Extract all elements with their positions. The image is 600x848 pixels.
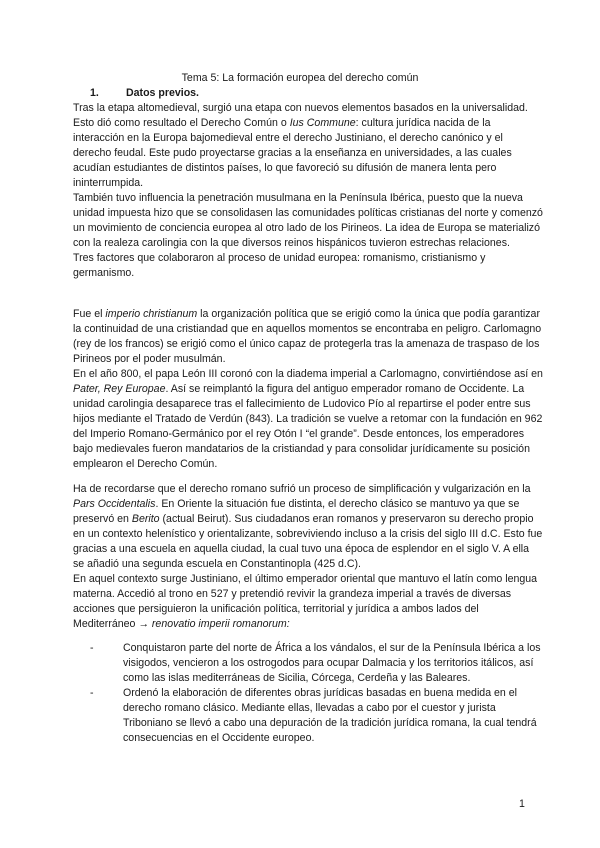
paragraph-2: También tuvo influencia la penetración musulmana en la Península Ibérica, puesto que la nueva unidad impuesta hizo que se consolidasen las comunidades políticas cristianas del norte y comenzó un movimiento de conciencia europea al otro lado de los Pirineos. La idea de Europa se materializó con la realeza carolingia con la que diversos reinos hispánicos tuvieron estrechas relaciones. (73, 192, 543, 249)
list-item (73, 686, 543, 746)
section-heading (90, 86, 199, 101)
p6-italic-berito: Berito (131, 513, 160, 525)
bullet-dash: - (90, 687, 94, 699)
list-item (73, 641, 543, 686)
p1-text-c: : cultura jurídica nacida de la interacción en la Europa bajomedieval entre el derecho Justiniano, el derecho canónico y el derecho feudal. Este pudo proyectarse gracias a la enseñanza en universidades, a las cuales acudían estudiantes de distintos países, lo que favoreció su difusión de manera lenta pero ininterrumpida. (73, 117, 512, 189)
p6-text-a: Ha de recordarse que el derecho romano sufrió un proceso de simplificación y vulgarización en la (73, 483, 531, 495)
document-title: Tema 5: La formación europea del derecho común (181, 72, 419, 84)
list-item-text: Conquistaron parte del norte de África a los vándalos, el sur de la Península Ibérica a los visigodos, vencieron a los ostrogodos para ocupar Dalmacia y los territorios itálicos, así como las islas mediterráneas de Sicilia, Córcega, Cerdeña y las Baleares. (123, 642, 541, 684)
p5-italic-pater: Pater, Rey Europae (73, 383, 166, 395)
paragraph-block-imperio (73, 307, 543, 472)
list-item-text: Ordenó la elaboración de diferentes obras jurídicas basadas en buena medida en el derecho romano clásico. Mediante ellas, llevadas a cabo por el cuestor y jurista Triboniano se llevó a cabo una depuración de la tradición jurídica romana, la cual tendrá consecuencias en el Occidente europeo. (123, 687, 537, 744)
p4-text-c: la organización política que se erigió como la única que podía garantizar la continuidad de una cristiandad que en aquellos momentos se encontraba en peligro. Carlomagno (rey de los francos) se erigió como el único capaz de protegerla tras la amenaza de traspaso de los Pirineos por el poder musulmán. (73, 308, 542, 365)
paragraph-5 (73, 367, 543, 472)
paragraph-6 (73, 482, 543, 572)
bullet-list (73, 641, 543, 746)
paragraph-4 (73, 307, 543, 367)
paragraph-block-derecho-romano (73, 482, 543, 632)
section-title: Datos previos. (126, 87, 200, 99)
section-number: 1. (90, 87, 99, 99)
p6-text-e: (actual Beirut). Sus ciudadanos eran romanos y preservaron su derecho propio en un contexto helenístico y orientalizante, sobreviviendo incluso a la crisis del siglo III d.C. Esto fue gracias a una escuela en aquella ciudad, la cual tuvo una época de esplendor en el siglo V. A ella se añadió una segunda escuela en Constantinopla (425 d.C). (73, 513, 543, 570)
p5-text-c: . Así se reimplantó la figura del antiguo emperador romano de Occidente. La unidad carolingia desaparece tras el fallecimiento de Ludovico Pío al repartirse el poder entre sus hijos mediante el Tratado de Verdún (843). La tradición se vuelve a retomar con la fundación en 962 del Imperio Romano-Germánico por el rey Otón I “el grande”. Desde entonces, los emperadores bajo medievales fueron mandatarios de la cristiandad y para consolidar jurídicamente su posición emplearon el Derecho Común. (73, 383, 543, 470)
bullet-dash: - (90, 642, 94, 654)
p6-text-c: . En Oriente la situación fue distinta, el derecho clásico se mantuvo ya que se preservó en (73, 498, 520, 525)
p6-italic-pars: Pars Occidentalis (73, 498, 156, 510)
p4-italic-imperio: imperio christianum (105, 308, 198, 320)
paragraph-7 (73, 572, 543, 632)
p7-text-a: En aquel contexto surge Justiniano, el último emperador oriental que mantuvo el latín como lengua materna. Accedió al trono en 527 y pretendió revivir la grandeza imperial a través de diversas acciones que persiguieron la unificación política, territorial y jurídica a ambos lados del Mediterráneo → (73, 573, 538, 630)
paragraph-1 (73, 101, 543, 191)
paragraph-intro (73, 101, 543, 281)
p1-text-a: Tras la etapa altomedieval, surgió una etapa con nuevos elementos basados en la universalidad. Esto dió como resultado el Derecho Común o (73, 102, 528, 129)
p5-text-a: En el año 800, el papa León III coronó con la diadema imperial a Carlomagno, convirtiéndose así en (73, 368, 543, 380)
paragraph-3: Tres factores que colaboraron al proceso de unidad europea: romanismo, cristianismo y germanismo. (73, 252, 486, 279)
p4-text-a: Fue el (73, 308, 106, 320)
page-number: 1 (519, 798, 525, 810)
p7-italic-renovatio: renovatio imperii romanorum: (151, 618, 290, 630)
p1-italic-ius-commune: Ius Commune (289, 117, 356, 129)
